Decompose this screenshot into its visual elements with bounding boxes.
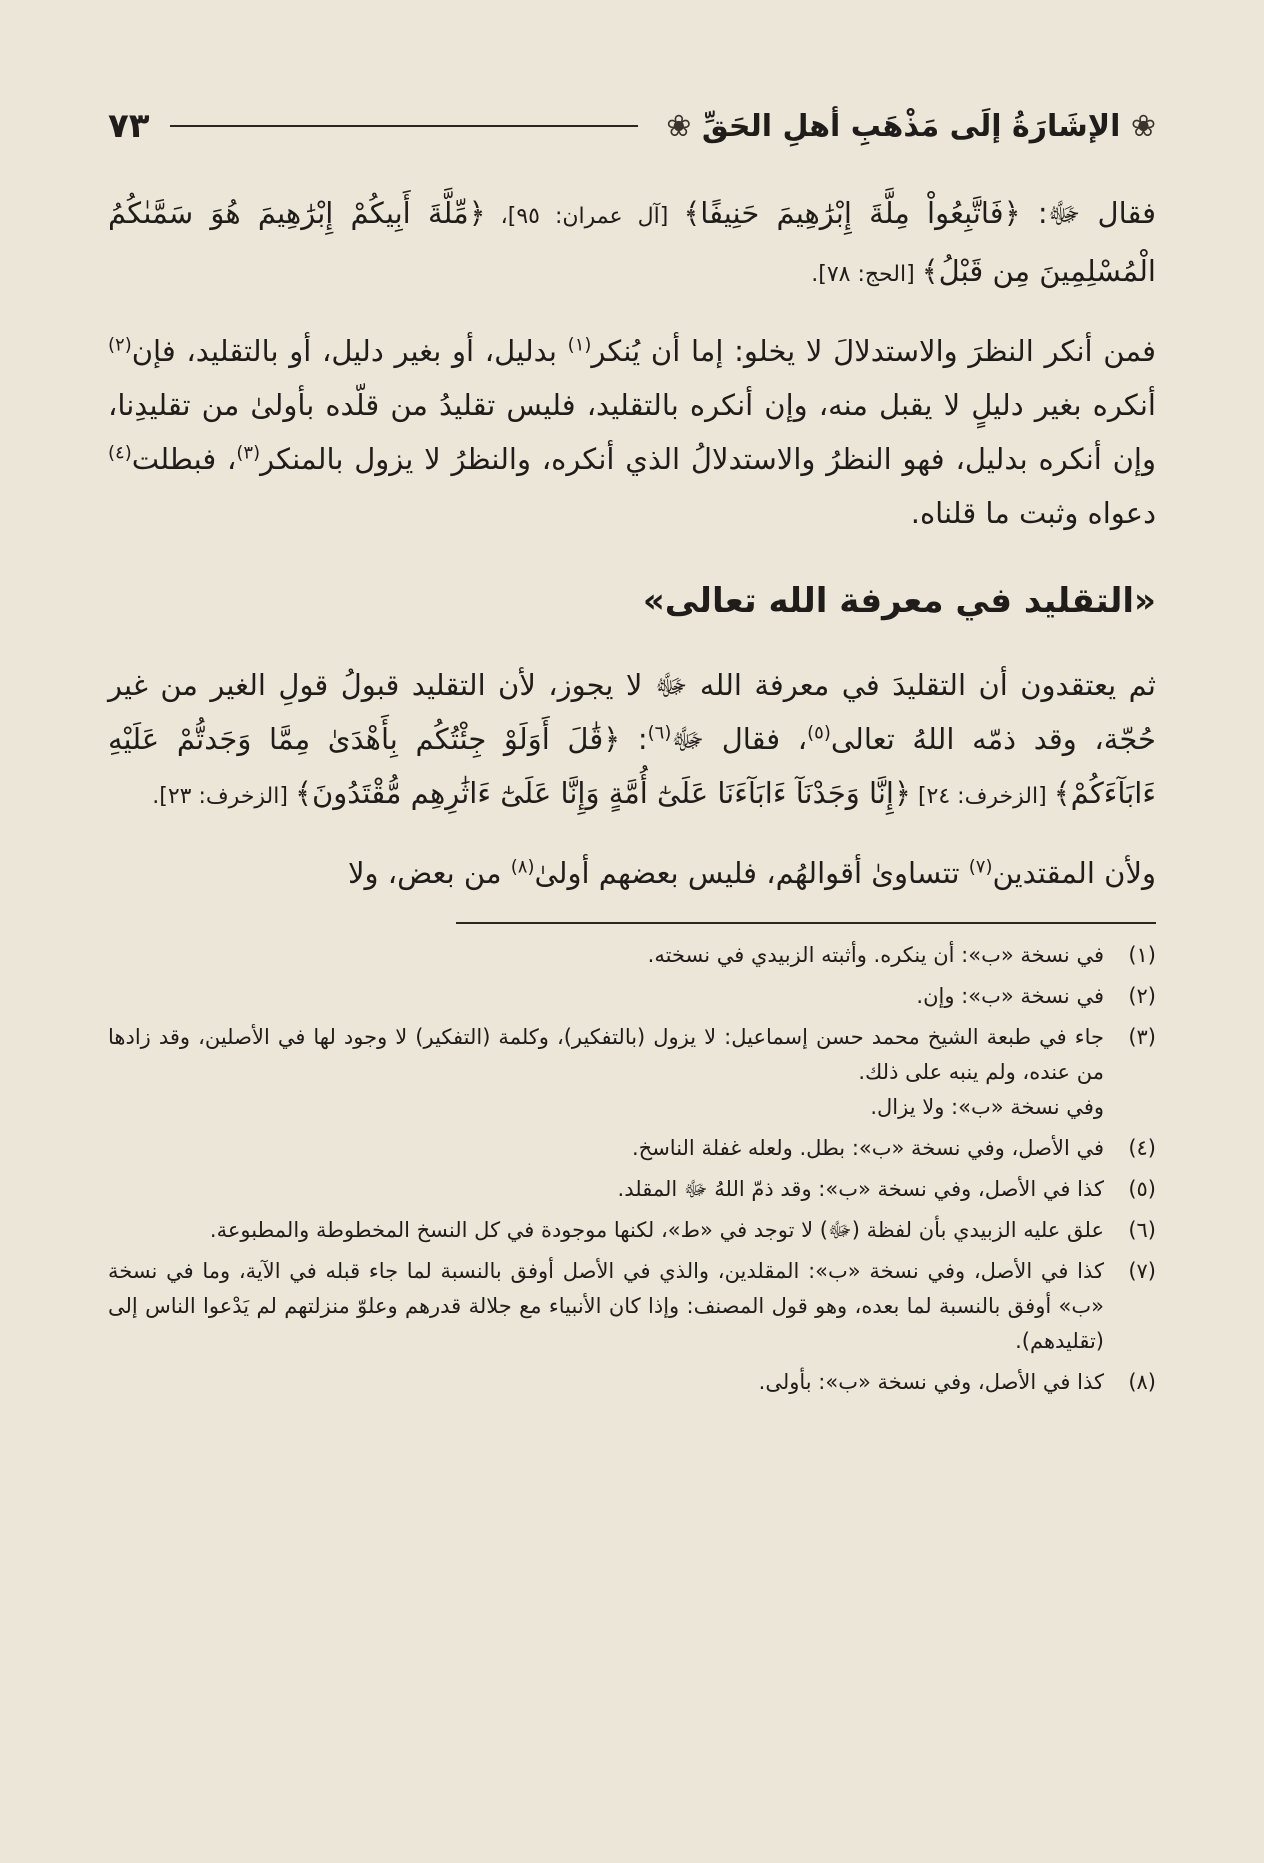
footnote-number: (٢) [1128, 984, 1156, 1008]
footnote [108, 1213, 1156, 1248]
footnote-number: (٧) [1128, 1259, 1156, 1283]
quran-verse: ﴿إِنَّا وَجَدْنَآ ءَابَآءَنَا عَلَىٰٓ أُمَّةٍ وَإِنَّا عَلَىٰٓ ءَاثَٰرِهِم مُّقْتَدُونَ﴾ [294, 776, 911, 810]
footnote-ref[interactable]: (٦) [647, 722, 672, 744]
text-run: : [620, 722, 648, 756]
footnote-ref[interactable]: (٤) [108, 442, 132, 464]
footnote-text: كذا في الأصل، وفي نسخة «ب»: بأولى. [758, 1370, 1104, 1394]
footnote [108, 979, 1156, 1014]
paragraph-3 [108, 658, 1156, 824]
footnotes [108, 938, 1156, 1400]
running-title-text: الإشَارَةُ إلَى مَذْهَبِ أهلِ الحَقِّ [701, 108, 1121, 144]
running-title [666, 109, 1156, 144]
verse-citation: [الزخرف: ٢٤] [910, 784, 1054, 809]
footnote-ref[interactable]: (٢) [108, 334, 132, 356]
main-text [108, 186, 1156, 900]
footnote-text: في نسخة «ب»: وإن. [916, 984, 1104, 1008]
footnote-text [108, 1020, 1104, 1125]
text-run: ، فقال ﷻ [671, 722, 808, 756]
text-run: ، فبطلت [131, 442, 237, 476]
footnote-text: علق عليه الزبيدي بأن لفظة (ﷻ) لا توجد في «ط»، لكنها موجودة في كل النسخ المخطوطة والمطبوعة. [209, 1218, 1104, 1242]
footnote-text: كذا في الأصل، وفي نسخة «ب»: وقد ذمّ اللهُ ﷻ المقلد. [617, 1177, 1104, 1201]
footnote-number: (٣) [1128, 1025, 1156, 1049]
verse-citation: [آل عمران: ٩٥]، [485, 204, 684, 229]
footnote-number: (١) [1128, 943, 1156, 967]
quran-verse: ﴿قَٰلَ أَوَلَوْ جِئْتُكُم بِأَهْدَىٰ مِمَّا وَجَدتُّمْ عَلَيْهِ ءَابَآءَكُمْ﴾ [108, 722, 1156, 810]
footnote-rule [456, 922, 1156, 924]
footnote [108, 1131, 1156, 1166]
text-run: ثم يعتقدون أن التقليدَ في معرفة الله ﷻ لا يجوز، لأن التقليد قبولُ قولِ الغير من غير حُجّة، وقد ذمّه اللهُ تعالى [108, 668, 1156, 756]
ornament-icon: ❀ [1130, 108, 1156, 144]
text-run: بدليل، أو بغير دليل، أو بالتقليد، فإن [131, 334, 568, 368]
text-run: دعواه وثبت ما قلناه. [910, 496, 1156, 530]
footnote [108, 1365, 1156, 1400]
footnote-ref[interactable]: (٣) [236, 442, 261, 464]
footnote [108, 938, 1156, 973]
paragraph-2 [108, 324, 1156, 540]
page-header [108, 96, 1156, 156]
footnote-ref[interactable]: (٥) [807, 722, 831, 744]
footnote-ref[interactable]: (٧) [968, 856, 993, 878]
footnote-number: (٥) [1128, 1177, 1156, 1201]
text-run: ولأن المقتدين [992, 856, 1156, 890]
quran-verse: ﴿مِّلَّةَ أَبِيكُمْ إِبْرَٰهِيمَ هُوَ سَمَّىٰكُمُ الْمُسْلِمِينَ مِن قَبْلُ﴾ [108, 196, 1156, 288]
footnote-number: (٤) [1128, 1136, 1156, 1160]
text-run: فمن أنكر النظرَ والاستدلالَ لا يخلو: إما أن يُنكر [591, 334, 1157, 368]
footnote-number: (٨) [1128, 1370, 1156, 1394]
footnote-text: في نسخة «ب»: أن ينكره. وأثبته الزبيدي في نسخته. [647, 943, 1104, 967]
text-run: تتساوىٰ أقوالهُم، فليس بعضهم أولىٰ [534, 856, 969, 890]
section-heading: «التقليد في معرفة الله تعالى» [642, 581, 1156, 621]
ornament-icon: ❀ [666, 108, 692, 144]
paragraph-1 [108, 186, 1156, 302]
footnote-text-main: جاء في طبعة الشيخ محمد حسن إسماعيل: لا يزول (بالتفكير)، وكلمة (التفكير) لا وجود لها في الأصلين، وقد زادها من عنده، ولم ينبه على ذلك. [108, 1025, 1104, 1084]
footnote-text-extra: وفي نسخة «ب»: ولا يزال. [870, 1095, 1104, 1119]
text-run: فقال ﷻ: [1020, 196, 1157, 230]
page-number: ٧٣ [108, 106, 150, 146]
footnote-ref[interactable]: (١) [567, 334, 592, 356]
verse-citation: [الزخرف: ٢٣]. [152, 784, 295, 809]
footnote [108, 1020, 1156, 1125]
verse-citation: [الحج: ٧٨]. [811, 262, 922, 287]
quran-verse: ﴿فَاتَّبِعُواْ مِلَّةَ إِبْرَٰهِيمَ حَنِيفًا﴾ [683, 196, 1021, 230]
footnote-text: كذا في الأصل، وفي نسخة «ب»: المقلدين، والذي في الأصل أوفق بالنسبة لما جاء قبله في الآية، وما في نسخة «ب» أوفق بالنسبة لما بعده، وهو قول المصنف: وإذا كان الأنبياء مع جلالة قدرهم وعلوّ منزلتهم لم يَدْعوا الناس إلى (تقليدهم). [108, 1259, 1104, 1353]
paragraph-4 [108, 846, 1156, 900]
header-rule [170, 125, 639, 127]
footnote [108, 1172, 1156, 1207]
footnote-text: في الأصل، وفي نسخة «ب»: بطل. ولعله غفلة الناسخ. [631, 1136, 1104, 1160]
text-run: أنكره بغير دليلٍ لا يقبل منه، وإن أنكره بالتقليد، فليس تقليدُ من قلّده بأولىٰ من تقليدِنا، وإن أنكره بدليل، فهو النظرُ والاستدلالُ الذي أنكره، والنظرُ لا يزول بالمنكر [108, 388, 1156, 476]
footnote [108, 1254, 1156, 1359]
footnote-ref[interactable]: (٨) [510, 856, 535, 878]
footnote-number: (٦) [1128, 1218, 1156, 1242]
text-run: من بعض، ولا [347, 856, 511, 890]
